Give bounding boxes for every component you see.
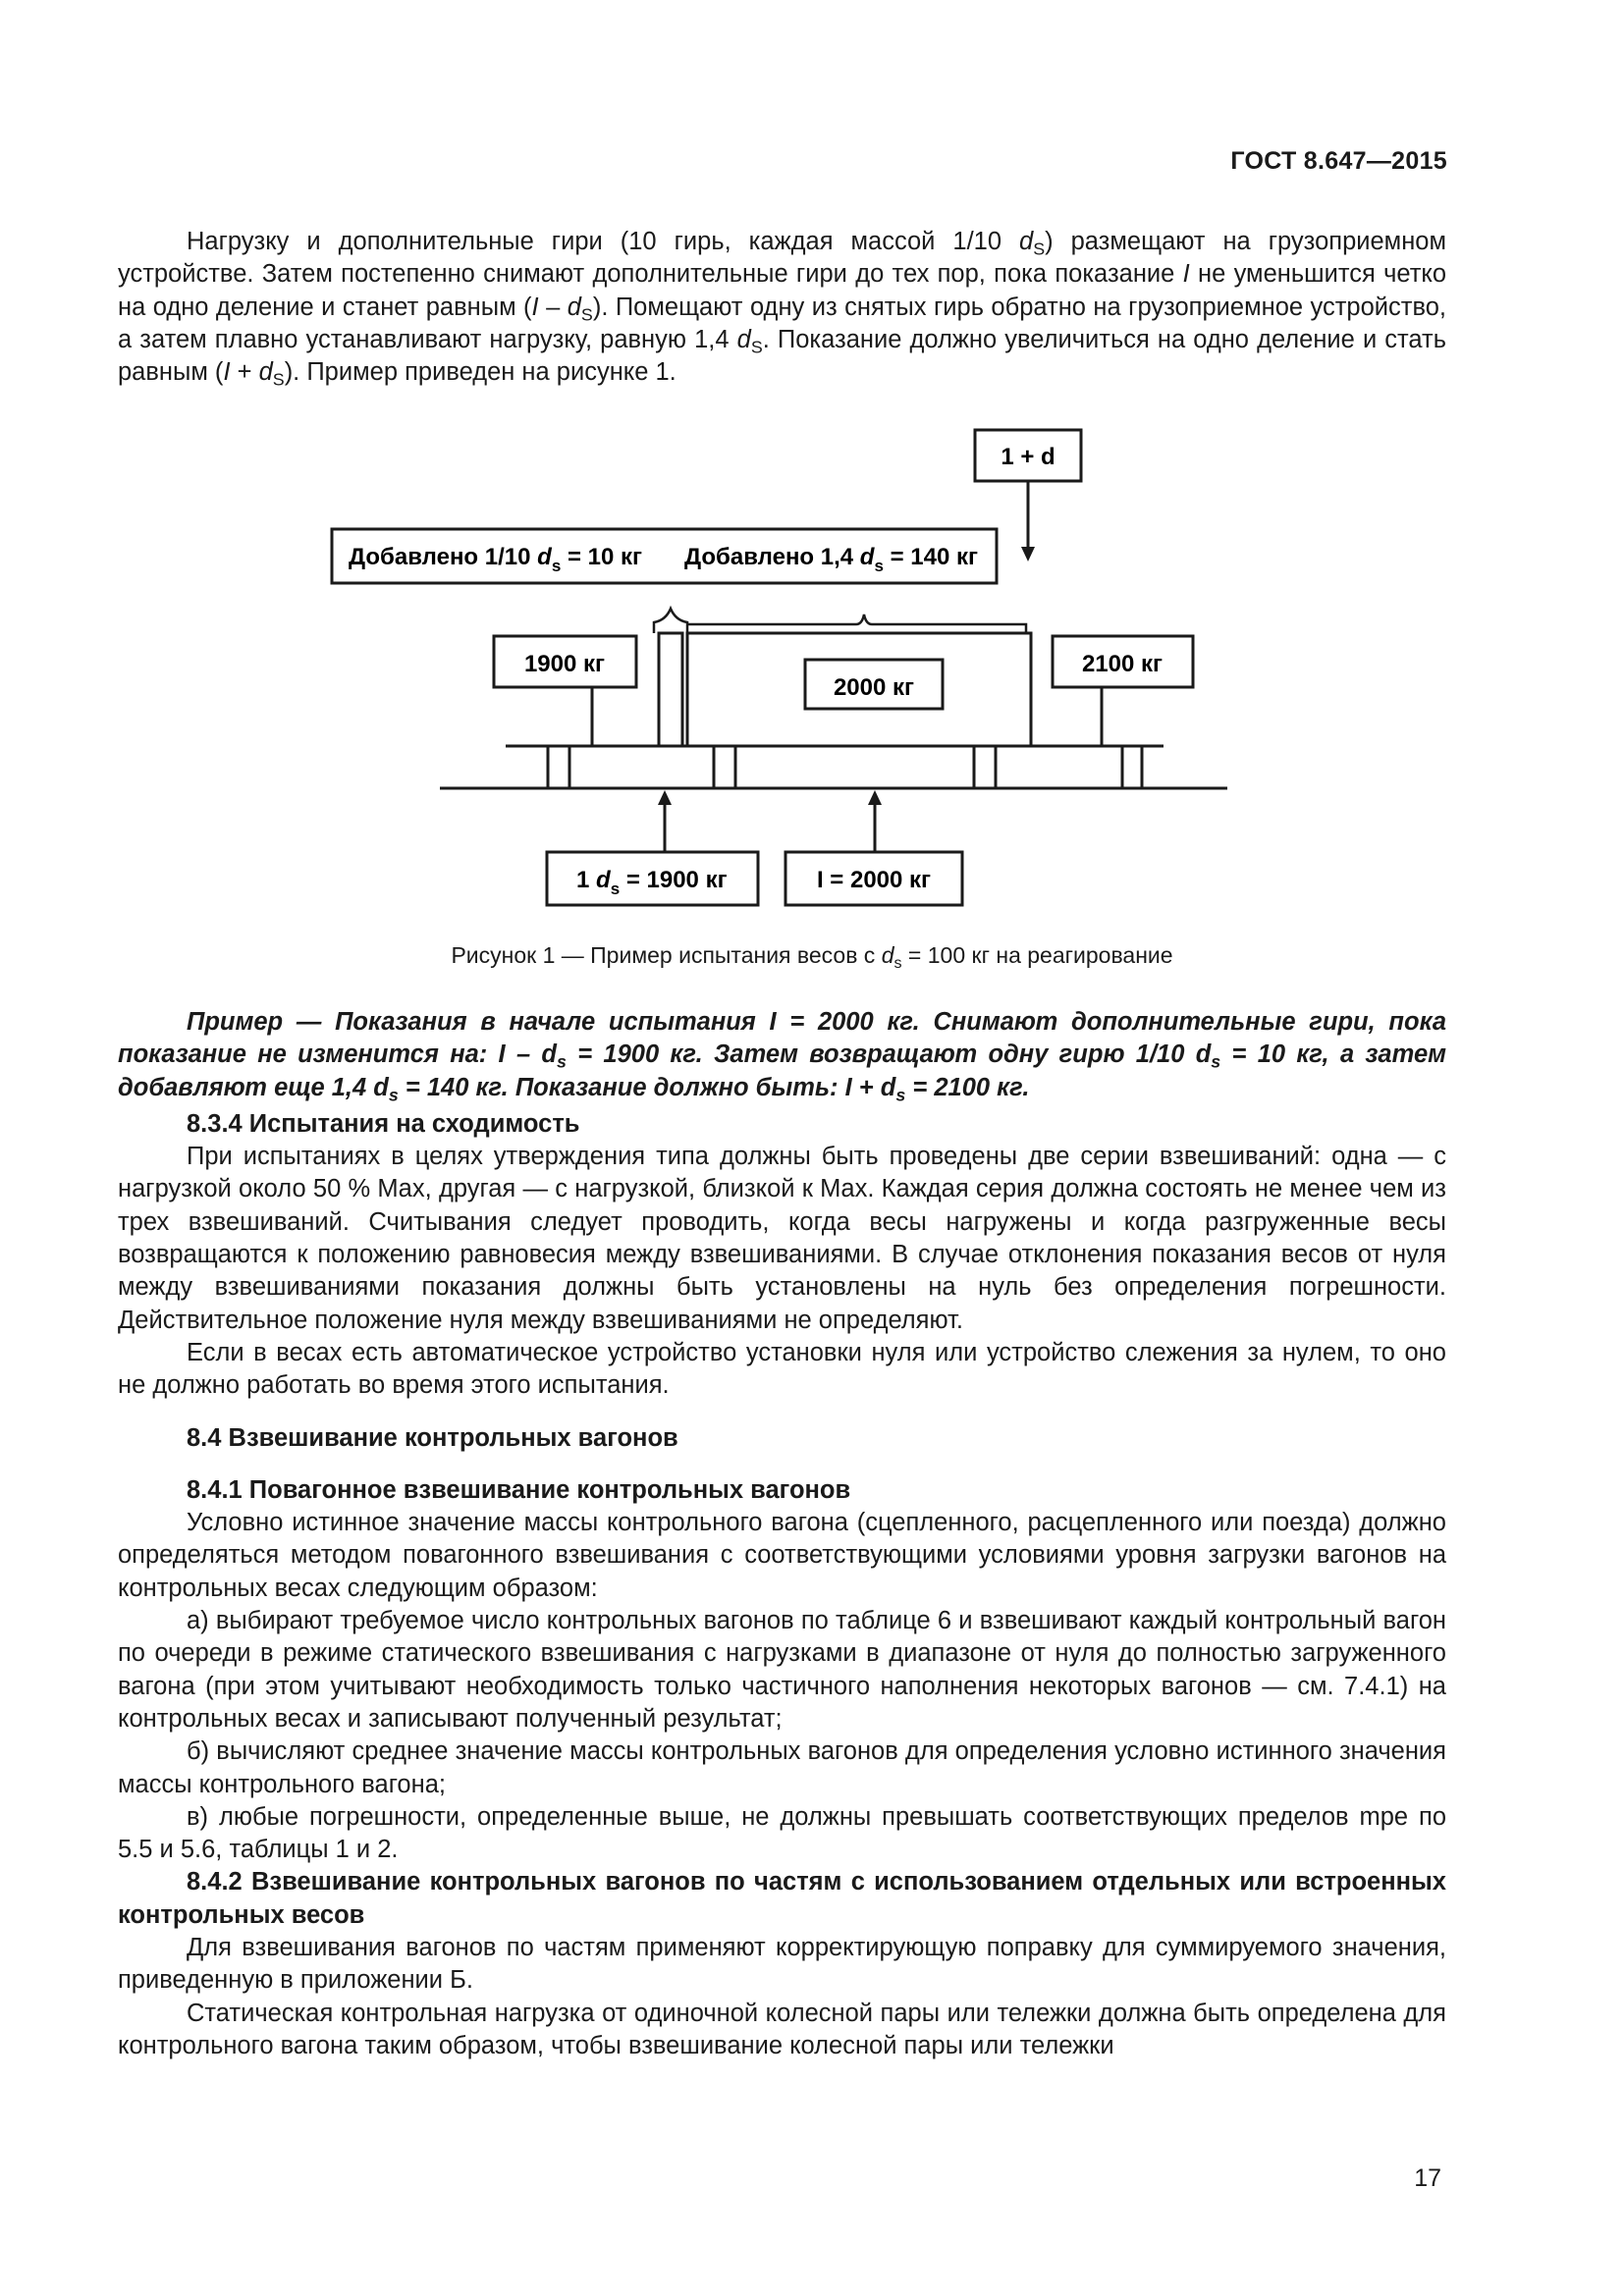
list-item-b: б) вычисляют среднее значение массы контрольных вагонов для определения условно истинного значения массы контрольного вагона;	[118, 1737, 1446, 1798]
heading-8-4: 8.4 Взвешивание контрольных вагонов	[187, 1423, 678, 1452]
heading-8-3-4: 8.3.4 Испытания на сходимость	[187, 1109, 580, 1138]
svg-text:Добавлено 1/10 ds = 10 кг	[349, 544, 642, 575]
figure-1-diagram	[0, 412, 1624, 913]
bottom-left-prefix: 1	[576, 867, 597, 893]
added-1-suffix: = 10 кг	[561, 544, 643, 570]
paragraph-8-4-1: Условно истинное значение массы контрольного вагона (сцепленного, расцепленного или поезда) должно определяться методом повагонного взвешивания с соответствующими условиями уровня загрузки вагонов на контрольных весах следующим образом:	[118, 1509, 1446, 1602]
svg-text:1 ds = 1900 кг	[576, 867, 728, 898]
standard-header: ГОСТ 8.647—2015	[1230, 147, 1447, 175]
paragraph-8-4-2-a: Для взвешивания вагонов по частям применяют корректирующую поправку для суммируемого значения, приведенную в приложении Б.	[118, 1934, 1446, 1995]
sym-s: s	[610, 880, 621, 898]
added-1-prefix: Добавлено 1/10	[349, 544, 538, 570]
list-item-c: в) любые погрешности, определенные выше, не должны превышать соответствующих пределов mpe по 5.5 и 5.6, таблицы 1 и 2.	[118, 1802, 1446, 1864]
svg-text:Добавлено 1,4 ds = 140 кг	[684, 544, 978, 575]
list-item-a: а) выбирают требуемое число контрольных вагонов по таблице 6 и взвешивают каждый контрольный вагон по очереди в режиме статического взвешивания с нагрузками в диапазоне от нуля до полностью загруженного вагона (при этом учитывают необходимость только частичного наполнения некоторых вагонов — см. 7.4.1) на контрольных весах и записывают полученный результат;	[118, 1607, 1446, 1733]
bottom-left-suffix: = 1900 кг	[620, 867, 728, 893]
intro-block	[118, 226, 1446, 389]
figure-caption: Рисунок 1 — Пример испытания весов с $d_s = 100$ кг на реагирование	[451, 942, 1173, 972]
paragraph-8-3-4-b: Если в весах есть автоматическое устройство установки нуля или устройство слежения за нулем, то оно не должно работать во время этого испытания.	[118, 1338, 1446, 1400]
heading-8-4-1: 8.4.1 Повагонное взвешивание контрольных вагонов	[187, 1475, 851, 1504]
label-1900: 1900 кг	[523, 651, 606, 677]
label-I-2000: I = 2000 кг	[816, 867, 932, 893]
added-2-suffix: = 140 кг	[883, 544, 979, 570]
sym-s: s	[551, 557, 562, 575]
sym-d: d	[596, 867, 611, 893]
sym-d: d	[537, 544, 552, 570]
paragraph-8-4-2-b: Статическая контрольная нагрузка от одиночной колесной пары или тележки должна быть определена для контрольного вагона таким образом, чтобы взвешивание колесной пары или тележки	[118, 1999, 1446, 2059]
label-2000: 2000 кг	[833, 674, 915, 701]
page-number: 17	[1414, 2164, 1441, 2192]
label-1-plus: 1 + d	[1001, 444, 1056, 470]
body-block	[118, 1006, 1446, 2062]
label-2100: 2100 кг	[1081, 651, 1164, 677]
heading-8-4-2: 8.4.2 Взвешивание контрольных вагонов по частям с использованием отдельных или встроенных контрольных весов	[118, 1868, 1446, 1929]
svg-text:1 + d	[1001, 444, 1055, 470]
intro-paragraph: Нагрузку и дополнительные гири (10 гирь, каждая массой 1/10 $d_S$) размещают на грузоприемном устройстве. Затем постепенно снимают дополнительные гири до тех пор, пока показание I не уменьшится четко на одно деление и станет равным $(I - d_S)$. Помещают одну из снятых гирь обратно на грузоприемное устройство, а затем плавно устанавливают нагрузку, равную 1,4 $d_S$. Показание должно увеличиться на одно деление и стать равным $(I + d_S)$. Пример приведен на рисунке 1.	[118, 228, 1447, 390]
sym-d: d	[859, 544, 875, 570]
paragraph-8-3-4-a: При испытаниях в целях утверждения типа должны быть проведены две серии взвешиваний: одна — с нагрузкой около 50 % Max, другая — с нагрузкой, близкой к Max. Каждая серия должна состоять не менее чем из трех взвешиваний. Считывания следует проводить, когда весы нагружены и когда разгруженные весы возвращаются к положению равновесия между взвешиваниями. В случае отклонения показания весов от нуля между взвешиваниями показания должны быть установлены на нуль без определения погрешности. Действительное положение нуля между взвешиваниями не определяют.	[118, 1143, 1446, 1334]
added-2-prefix: Добавлено 1,4	[684, 544, 860, 570]
sym-s: s	[874, 557, 884, 575]
example-paragraph: Пример — Показания в начале испытания I = 2000 кг. Снимают дополнительные гири, пока показание не изменится на: $I - d_s = 1900$ кг. Затем возвращают одну гирю 1/10 $d_s = 10$ кг, а затем добавляют еще 1,4 $d_s = 140$ кг. Показание должно быть: $I + d_s = 2100$ кг.	[118, 1008, 1446, 1104]
